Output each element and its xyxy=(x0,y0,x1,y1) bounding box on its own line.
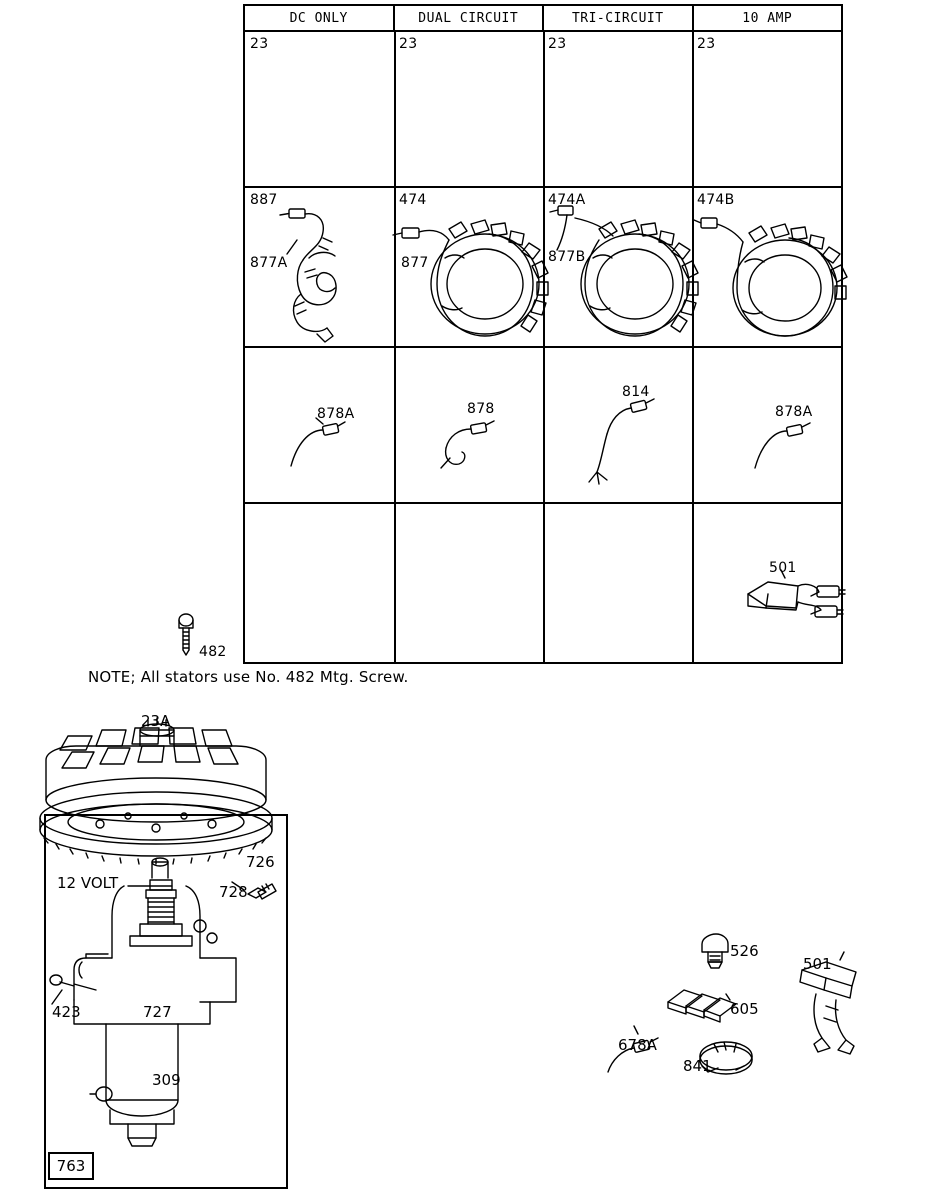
table-row-divider-1 xyxy=(245,186,841,188)
table-col-divider-2 xyxy=(543,32,545,664)
label-726-ring-gear: 726 xyxy=(246,853,275,871)
label-526-screw: 526 xyxy=(730,942,759,960)
column-header-dual-circuit: DUAL CIRCUIT xyxy=(395,6,545,30)
label-501-regulator-lower: 501 xyxy=(803,955,832,973)
table-artwork xyxy=(245,6,845,666)
label-r1c4-23: 23 xyxy=(697,36,716,52)
label-605-brush: 605 xyxy=(730,1000,759,1018)
label-763-box: 763 xyxy=(48,1152,94,1180)
label-482-screw: 482 xyxy=(199,644,227,660)
art-474-stator xyxy=(393,220,548,336)
table-row-divider-3 xyxy=(245,502,841,504)
label-r1c3-23: 23 xyxy=(548,36,567,52)
table-header-row xyxy=(245,6,841,32)
art-474A-stator xyxy=(550,206,698,336)
label-23A-fan: 23A xyxy=(141,712,171,730)
column-header-tri-circuit: TRI-CIRCUIT xyxy=(544,6,694,30)
art-878A-wire-1 xyxy=(291,418,345,466)
art-501-regulator xyxy=(748,570,845,617)
art-878A-wire-2 xyxy=(755,423,810,468)
starter-motor-box xyxy=(44,814,288,1189)
label-r3c3-814: 814 xyxy=(622,384,650,400)
art-878-wire xyxy=(441,421,494,468)
label-309-motor: 309 xyxy=(152,1071,181,1089)
label-r2c2-877: 877 xyxy=(401,255,429,271)
table-col-divider-1 xyxy=(394,32,396,664)
label-r1c1-23: 23 xyxy=(250,36,269,52)
label-r2c1-887: 887 xyxy=(250,192,278,208)
label-r1c2-23: 23 xyxy=(399,36,418,52)
label-841-clamp: 841 xyxy=(683,1057,712,1075)
label-r2c3-877B: 877B xyxy=(548,249,586,265)
stator-screw-note: NOTE; All stators use No. 482 Mtg. Screw. xyxy=(88,668,409,686)
label-727-bracket: 727 xyxy=(143,1003,172,1021)
label-r3c1-878A: 878A xyxy=(317,406,355,422)
label-r3c4-878A: 878A xyxy=(775,404,813,420)
label-r2c4-474B: 474B xyxy=(697,192,735,208)
art-474B-stator xyxy=(694,218,847,336)
column-header-10-amp: 10 AMP xyxy=(742,10,793,26)
art-23A-fan xyxy=(46,718,266,822)
table-row-divider-2 xyxy=(245,346,841,348)
art-526-screw xyxy=(702,934,728,968)
label-r2c2-474: 474 xyxy=(399,192,427,208)
art-887-harness xyxy=(280,209,336,342)
table-col-divider-3 xyxy=(692,32,694,664)
label-678A-wire: 678A xyxy=(618,1036,657,1054)
label-r3c2-878: 878 xyxy=(467,401,495,417)
art-605-brushes xyxy=(668,990,736,1022)
art-814-wire xyxy=(589,399,654,484)
label-r2c3-474A: 474A xyxy=(548,192,586,208)
parts-table xyxy=(243,4,843,664)
label-r4c4-501: 501 xyxy=(769,560,797,576)
label-r2c1-877A: 877A xyxy=(250,255,288,271)
label-12-volt: 12 VOLT xyxy=(57,874,119,892)
column-header-dc-only: DC ONLY xyxy=(245,6,395,30)
label-728-bolt: 728 xyxy=(219,883,248,901)
label-423-nut: 423 xyxy=(52,1003,81,1021)
